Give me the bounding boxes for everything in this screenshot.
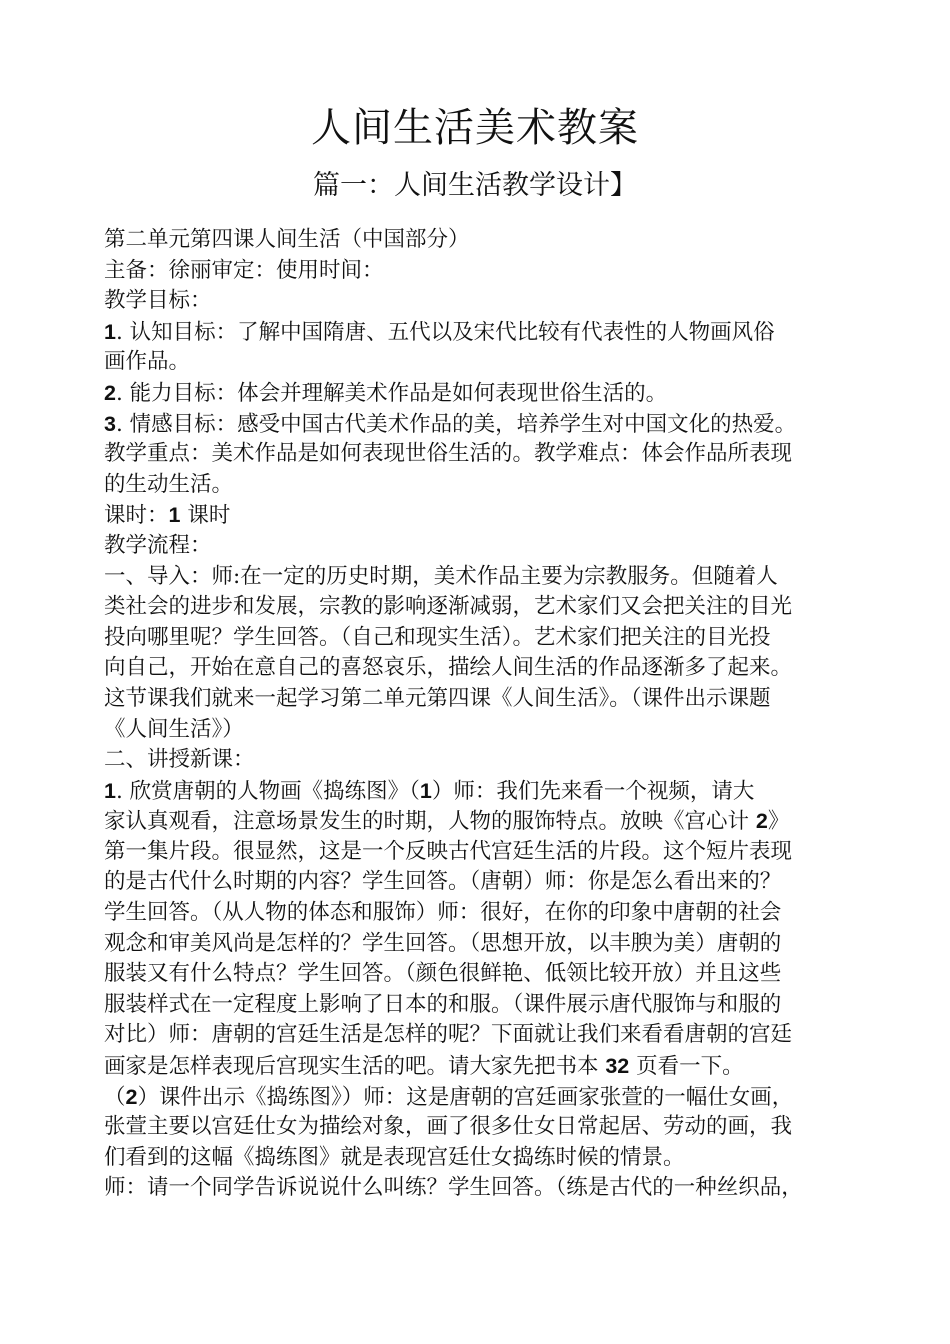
text-line: 师：请一个同学告诉说说什么叫练？学生回答。（练是古代的一种丝织品， [104,1175,803,1201]
text-line: 的是古代什么时期的内容？学生回答。（唐朝）师：你是怎么看出来的？ [104,869,782,895]
text-line: 家认真观看，注意场景发生的时期，人物的服饰特点。放映《宫心计 2》 [104,809,790,835]
text-line: 《人间生活》） [104,716,244,742]
text-line: 向自己，开始在意自己的喜怒哀乐，描绘人间生活的作品逐渐多了起来。 [104,655,793,681]
text-line: 画家是怎样表现后宫现实生活的吧。请大家先把书本 32 页看一下。 [104,1054,744,1080]
text-line: （2）课件出示《捣练图》）师：这是唐朝的宫廷画家张萱的一幅仕女画， [104,1084,794,1110]
text-line: 1. 认知目标：了解中国隋唐、五代以及宋代比较有代表性的人物画风俗 [104,319,775,345]
document-title: 人间生活美术教案 [311,105,639,151]
text-line: 服装样式在一定程度上影响了日本的和服。（课件展示唐代服饰与和服的 [104,991,782,1017]
text-line: 2. 能力目标：体会并理解美术作品是如何表现世俗生活的。 [104,380,668,406]
text-line: 课时：1 课时 [104,503,231,529]
document-subtitle: 篇一：人间生活教学设计】 [313,170,637,201]
text-line: 教学重点：美术作品是如何表现世俗生活的。教学难点：体会作品所表现 [104,441,793,467]
text-line: 第二单元第四课人间生活（中国部分） [104,227,470,252]
text-line: 一、导入：师:在一定的历史时期，美术作品主要为宗教服务。但随着人 [104,563,778,589]
text-line: 这节课我们就来一起学习第二单元第四课《人间生活》。（课件出示课题 [104,685,771,711]
text-line: 教学目标： [104,288,212,314]
document-body [104,225,864,1204]
text-line: 学生回答。（从人物的体态和服饰）师：很好，在你的印象中唐朝的社会 [104,900,782,926]
text-line: 主备：徐丽审定：使用时间： [104,257,384,283]
text-line: 画作品。 [104,349,191,375]
text-line: 3. 情感目标：感受中国古代美术作品的美，培养学生对中国文化的热爱。 [104,411,797,437]
text-line: 观念和审美风尚是怎样的？学生回答。（思想开放，以丰腴为美）唐朝的 [104,930,782,956]
text-line: 第一集片段。很显然，这是一个反映古代宫廷生活的片段。这个短片表现 [104,838,793,864]
text-line: 服装又有什么特点？学生回答。（颜色很鲜艳、低领比较开放）并且这些 [104,961,782,987]
text-line: 投向哪里呢？学生回答。（自己和现实生活）。艺术家们把关注的目光投 [104,624,771,650]
text-line: 二、讲授新课： [104,747,255,773]
text-line: 1. 欣赏唐朝的人物画《捣练图》（1）师：我们先来看一个视频，请大 [104,778,755,804]
text-line: 的生动生活。 [104,471,234,497]
text-line: 教学流程： [104,532,212,558]
text-line: 对比）师：唐朝的宫廷生活是怎样的呢？下面就让我们来看看唐朝的宫廷 [104,1022,793,1048]
text-line: 类社会的进步和发展，宗教的影响逐渐减弱，艺术家们又会把关注的目光 [104,594,793,620]
text-line: 张萱主要以宫廷仕女为描绘对象，画了很多仕女日常起居、劳动的画，我 [104,1114,793,1140]
text-line: 们看到的这幅《捣练图》就是表现宫廷仕女捣练时候的情景。 [104,1144,685,1170]
